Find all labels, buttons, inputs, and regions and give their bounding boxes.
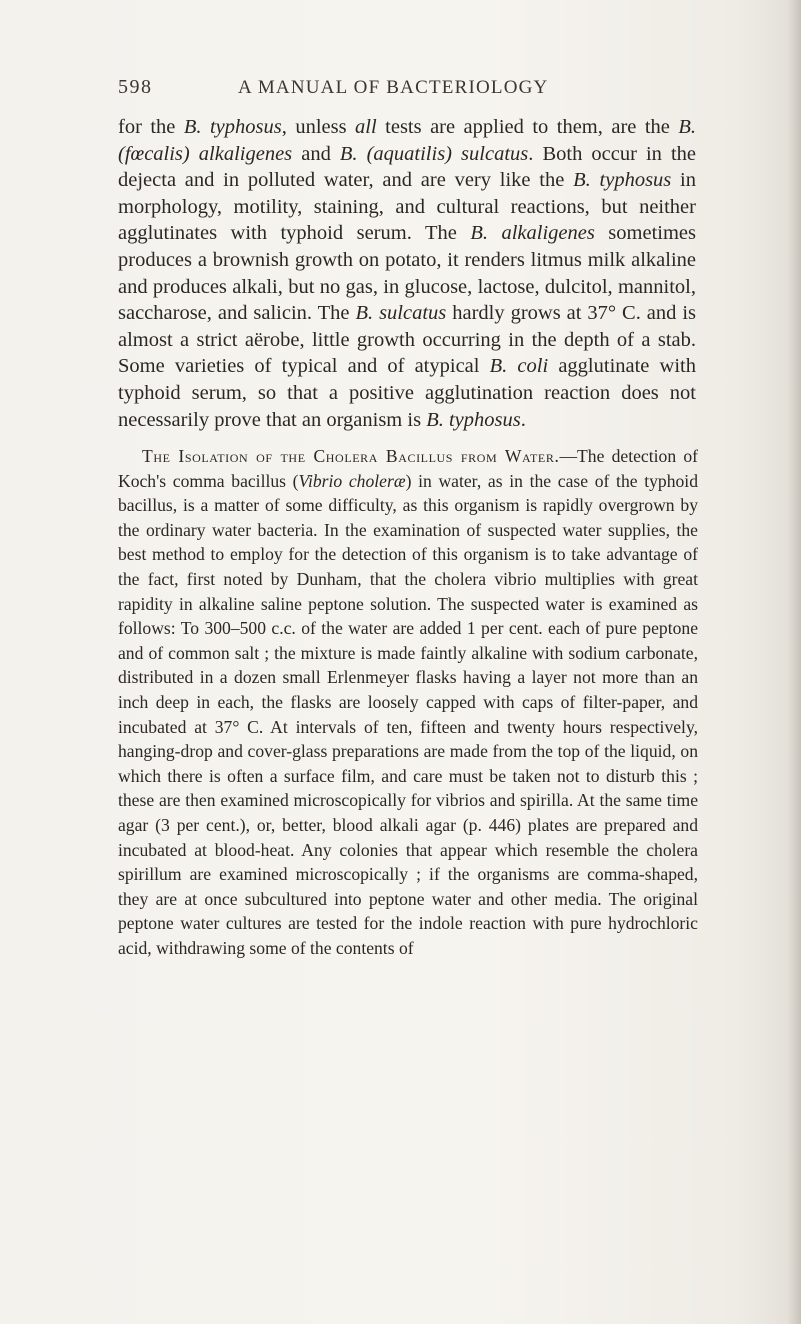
running-header (118, 76, 698, 99)
text-run: tests are applied to them, are the (376, 116, 679, 138)
italic-run: B. alkaligenes (470, 222, 595, 245)
italic-run: B. (fœcalis) alkaligenes (118, 116, 696, 165)
italic-run: B. sulcatus (355, 302, 447, 325)
italic-run: B. coli (489, 355, 549, 378)
text-run: ) in water, as in the case of the typhoid bacillus, is a matter of some difficulty, as this organism is rapidly overgrown by the ordinary water bacteria. In the examination of suspected water supplies, the best method to employ for the detection of this organism is to take advantage of the fact, first noted by Dunham, that the cholera vibrio multiplies with great rapidity in alkaline saline peptone solution. The suspected water is examined as follows: To 300–500 c.c. of the water are added 1 per cent. each of pure peptone and of common salt ; the mixture is made faintly alkaline with sodium carbonate, distributed in a dozen small Erlenmeyer flasks having a layer not more than an inch deep in each, the flasks are loosely capped with caps of filter-paper, and incubated at 37° C. At intervals of ten, fifteen and twenty hours respectively, hanging-drop and cover-glass preparations are made from the top of the liquid, on which there is often a surface film, and care must be taken not to disturb this ; these are then examined microscopically for vibrios and spirilla. At the same time agar (3 per cent.), or, better, blood alkali agar (p. 446) plates are prepared and incubated at blood-heat. Any colonies that appear which resemble the cholera spirillum are examined microscopically ; if the organisms are comma-shaped, they are at once subcultured into peptone water and other media. The original peptone water cultures are tested for the indole reaction with pure hydrochloric acid, withdrawing some of the contents of (118, 470, 698, 958)
running-title: A MANUAL OF BACTERIOLOGY (238, 77, 549, 98)
paragraph-cholera-isolation (118, 444, 698, 960)
italic-run: B. (aquatilis) sulcatus (339, 142, 529, 165)
paragraph-typhosus-comparison (118, 114, 696, 433)
italic-run: all (355, 116, 377, 138)
text-run: —The detection of Koch's comma bacillus ( (118, 446, 698, 491)
page-edge-shadow (787, 0, 801, 1324)
page-number: 598 (118, 76, 153, 98)
italic-run: B. typhosus (426, 408, 521, 431)
text-run: for the (118, 116, 184, 138)
italic-run: B. typhosus (573, 169, 672, 192)
text-run: and (292, 142, 340, 165)
text-run: in morphology, motility, staining, and cultural reactions, but neither agglutinates with typhoid serum. The (118, 169, 696, 245)
text-run: , unless (281, 116, 356, 138)
text-run: sometimes produces a brownish growth on potato, it renders litmus milk alkaline and produces alkali, but no gas, in glucose, lactose, dulcitol, mannitol, saccharose, and salicin. The (118, 222, 696, 325)
italic-run: B. typhosus (183, 116, 282, 138)
text-run: agglutinate with typhoid serum, so that a positive agglutination reaction does not necessarily prove that an organism is (118, 355, 696, 431)
section-heading: The Isolation of the Cholera Bacillus from Water. (142, 446, 560, 466)
text-run: . Both occur in the dejecta and in polluted water, and are very like the (118, 142, 696, 192)
italic-run: Vibrio choleræ (298, 470, 406, 491)
text-run: . (520, 408, 526, 431)
text-run: hardly grows at 37° C. and is almost a strict aërobe, little growth occurring in the depth of a stab. Some varieties of typical and of atypical (118, 302, 697, 378)
